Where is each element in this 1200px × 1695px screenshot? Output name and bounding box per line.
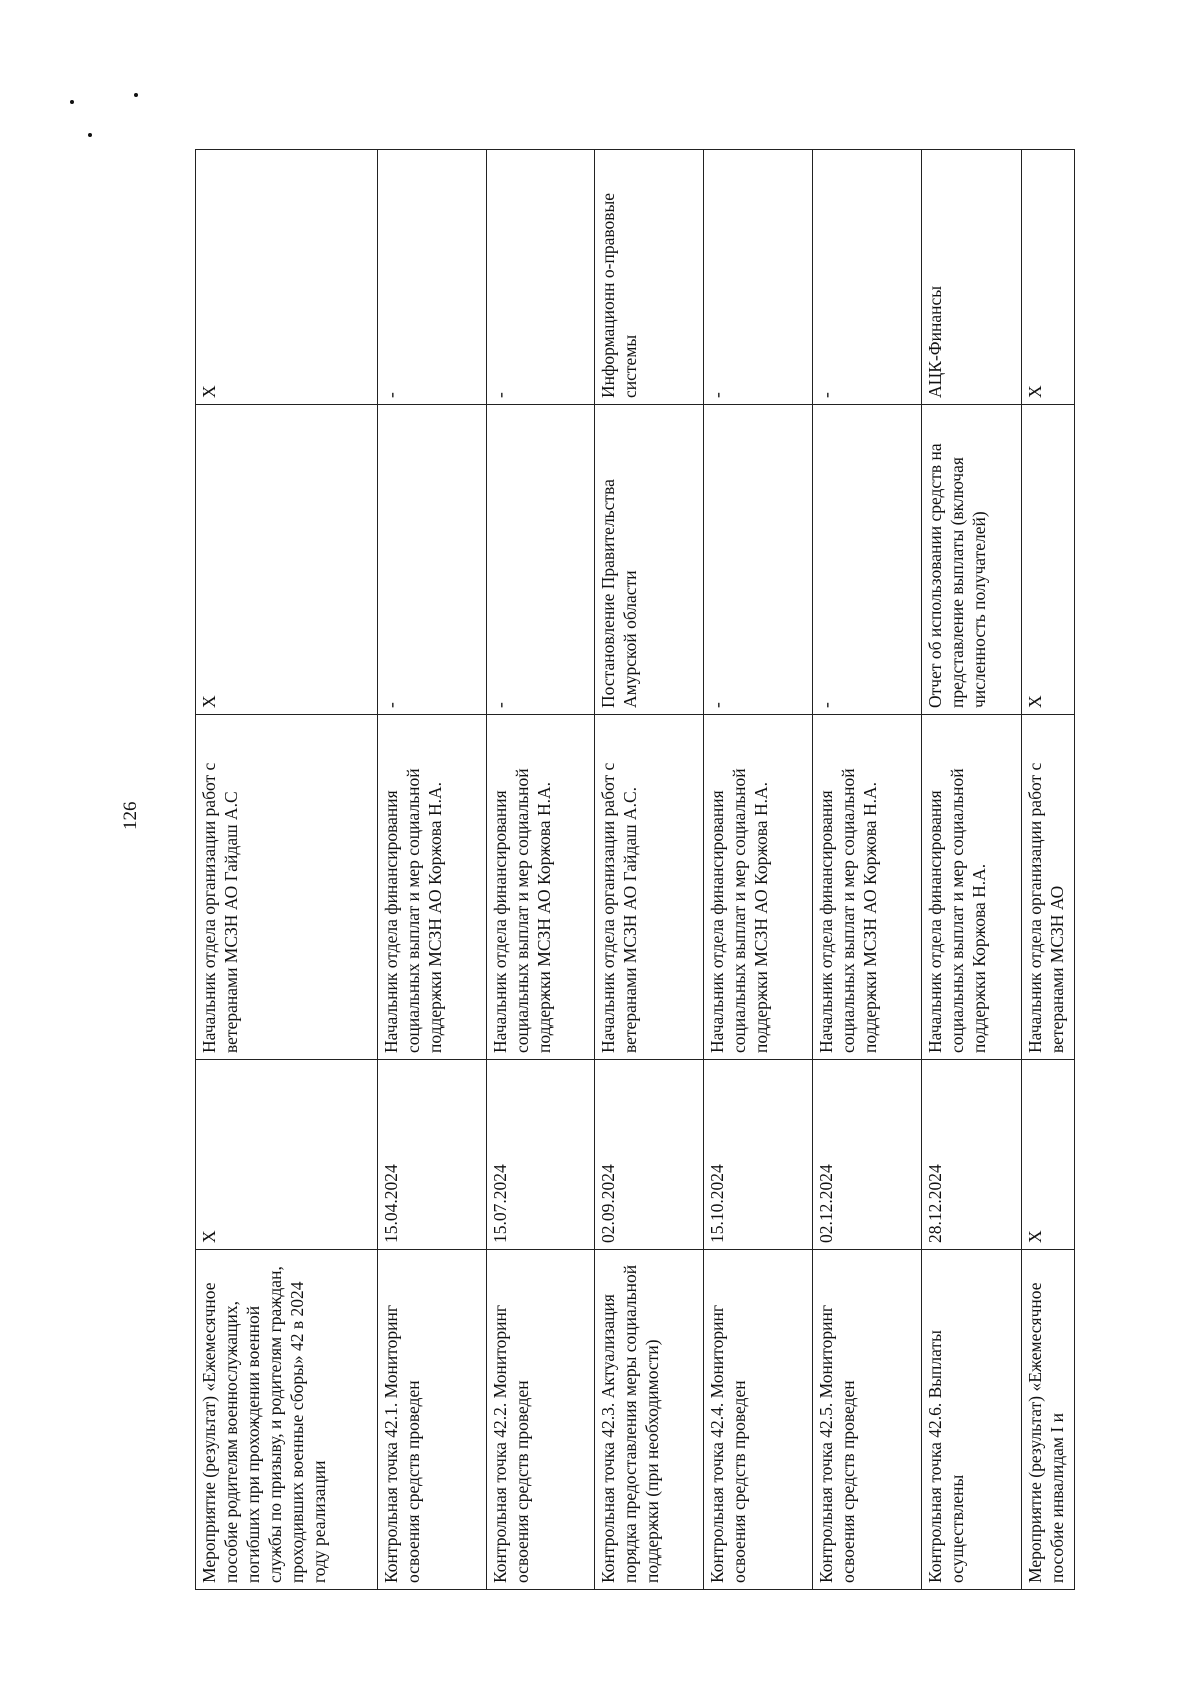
cell-document: - bbox=[704, 405, 813, 715]
cell-document: - bbox=[377, 405, 486, 715]
cell-system: Информационн о-правовые системы bbox=[595, 150, 704, 405]
cell-document: - bbox=[486, 405, 595, 715]
table-row bbox=[1022, 150, 1075, 1590]
cell-date: 15.10.2024 bbox=[704, 1060, 813, 1250]
cell-name: Контрольная точка 42.1. Мониторинг освоения средств проведен bbox=[377, 1250, 486, 1590]
cell-system: X bbox=[1022, 150, 1075, 405]
table-row bbox=[595, 150, 704, 1590]
scan-speck bbox=[88, 133, 92, 137]
cell-name: Контрольная точка 42.5. Мониторинг освоения средств проведен bbox=[812, 1250, 921, 1590]
table-row bbox=[921, 150, 1021, 1590]
table-row bbox=[812, 150, 921, 1590]
cell-date: 15.04.2024 bbox=[377, 1060, 486, 1250]
cell-responsible: Начальник отдела организации работ с ветеранами МСЗН АО Гайдаш А.С bbox=[196, 715, 378, 1060]
cell-document: - bbox=[812, 405, 921, 715]
scan-speck bbox=[70, 100, 74, 104]
cell-document: Постановление Правительства Амурской области bbox=[595, 405, 704, 715]
cell-system: АЦК-Финансы bbox=[921, 150, 1021, 405]
cell-document: X bbox=[1022, 405, 1075, 715]
cell-name: Контрольная точка 42.4. Мониторинг освоения средств проведен bbox=[704, 1250, 813, 1590]
cell-system: - bbox=[377, 150, 486, 405]
cell-date: X bbox=[1022, 1060, 1075, 1250]
cell-date: 02.09.2024 bbox=[595, 1060, 704, 1250]
table-row bbox=[196, 150, 378, 1590]
cell-name: Контрольная точка 42.2. Мониторинг освоения средств проведен bbox=[486, 1250, 595, 1590]
cell-responsible: Начальник отдела организации работ с ветеранами МСЗН АО bbox=[1022, 715, 1075, 1060]
cell-document: Отчет об использовании средств на представление выплаты (включая численность получателей) bbox=[921, 405, 1021, 715]
cell-responsible: Начальник отдела финансирования социальных выплат и мер социальной поддержки МСЗН АО Коржова Н.А. bbox=[486, 715, 595, 1060]
cell-date: X bbox=[196, 1060, 378, 1250]
cell-name: Контрольная точка 42.3. Актуализация порядка предоставления меры социальной поддержки (при необходимости) bbox=[595, 1250, 704, 1590]
cell-name: Мероприятие (результат) «Ежемесячное пособие инвалидам I и bbox=[1022, 1250, 1075, 1590]
cell-responsible: Начальник отдела организации работ с ветеранами МСЗН АО Гайдаш А.С. bbox=[595, 715, 704, 1060]
scan-speck bbox=[134, 93, 138, 97]
cell-date: 15.07.2024 bbox=[486, 1060, 595, 1250]
table-row bbox=[486, 150, 595, 1590]
cell-name: Контрольная точка 42.6. Выплаты осуществлены bbox=[921, 1250, 1021, 1590]
cell-date: 02.12.2024 bbox=[812, 1060, 921, 1250]
activities-table bbox=[195, 149, 1075, 1590]
cell-responsible: Начальник отдела финансирования социальных выплат и мер социальной поддержки Коржова Н.А. bbox=[921, 715, 1021, 1060]
cell-responsible: Начальник отдела финансирования социальных выплат и мер социальной поддержки МСЗН АО Коржова Н.А. bbox=[704, 715, 813, 1060]
cell-date: 28.12.2024 bbox=[921, 1060, 1021, 1250]
table-row bbox=[377, 150, 486, 1590]
table-row bbox=[704, 150, 813, 1590]
cell-document: X bbox=[196, 405, 378, 715]
cell-system: - bbox=[486, 150, 595, 405]
cell-responsible: Начальник отдела финансирования социальных выплат и мер социальной поддержки МСЗН АО Коржова Н.А. bbox=[812, 715, 921, 1060]
cell-system: X bbox=[196, 150, 378, 405]
page-number: 126 bbox=[120, 801, 141, 830]
cell-name: Мероприятие (результат) «Ежемесячное пособие родителям военнослужащих, погибших при прохождении военной службы по призыву, и родителям граждан, проходивших военные сборы» 42 в 2024 году реализации bbox=[196, 1250, 378, 1590]
cell-system: - bbox=[812, 150, 921, 405]
rotated-table-frame bbox=[195, 150, 1075, 1590]
cell-system: - bbox=[704, 150, 813, 405]
cell-responsible: Начальник отдела финансирования социальных выплат и мер социальной поддержки МСЗН АО Коржова Н.А. bbox=[377, 715, 486, 1060]
